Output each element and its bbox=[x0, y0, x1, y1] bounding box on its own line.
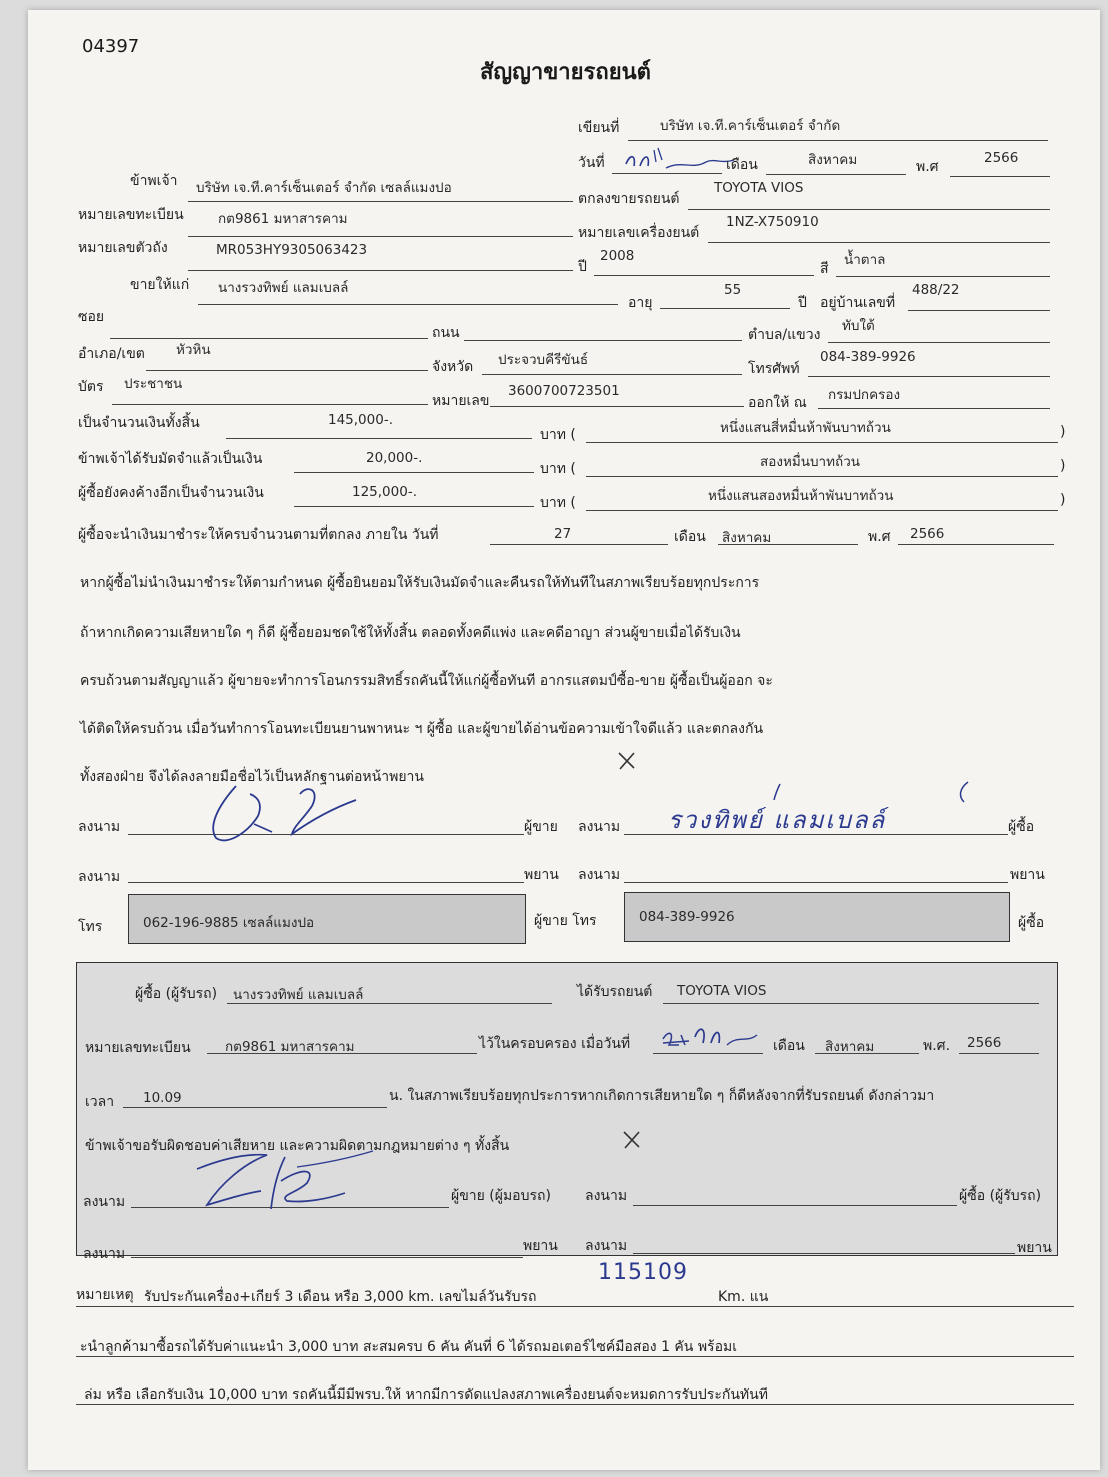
id-card-label: บัตร bbox=[78, 379, 104, 395]
deposit-value: 20,000-. bbox=[366, 450, 423, 466]
witness2-sign-label: ลงนาม bbox=[578, 867, 621, 883]
date-month-value: สิงหาคม bbox=[808, 152, 858, 168]
subdistrict-value: ทับใต้ bbox=[842, 318, 875, 334]
receipt-reg-label: หมายเลขทะเบียน bbox=[85, 1040, 191, 1056]
remarks-line-3: ล่ม หรือ เลือกรับเงิน 10,000 บาท รถคันนี้มีมีพรบ.ให้ หากมีการดัดแปลงสภาพเครื่องยนต์จะหมดการรับประกันทันที bbox=[84, 1387, 768, 1403]
witness1-role: พยาน bbox=[524, 867, 559, 883]
receipt-seller-signature bbox=[177, 1143, 377, 1221]
receipt-time-text: น. ในสภาพเรียบร้อยทุกประการหากเกิดการเสียหายใด ๆ ก็ดีหลังจากที่รับรถยนต์ ดังกล่าวมา bbox=[389, 1088, 935, 1104]
province-value: ประจวบคีรีขันธ์ bbox=[498, 352, 589, 368]
receipt-witness2-role: พยาน bbox=[1017, 1240, 1052, 1256]
date-year-value: 2566 bbox=[984, 150, 1019, 166]
terms-line-4: ได้ติดให้ครบถ้วน เมื่อวันทำการโอนทะเบียนยานพาหนะ ฯ ผู้ซื้อ และผู้ขายได้อ่านข้อความเข้าใจดีแล้ว และตกลงกัน bbox=[80, 721, 764, 737]
receipt-buyer-sign-label: ลงนาม bbox=[585, 1188, 628, 1204]
total-close: ) bbox=[1060, 424, 1066, 440]
balance-close: ) bbox=[1060, 492, 1066, 508]
deposit-label: ข้าพเจ้าได้รับมัดจำแล้วเป็นเงิน bbox=[78, 451, 263, 467]
chassis-no-label: หมายเลขตัวถัง bbox=[78, 240, 168, 256]
buyer-signature-tone-marks bbox=[768, 780, 978, 810]
receipt-reg-value: กต9861 มหาสารคาม bbox=[225, 1039, 355, 1055]
id-number-label: หมายเลข bbox=[432, 393, 490, 409]
year-value: 2008 bbox=[600, 248, 635, 264]
remarks-mileage-handwritten: 115109 bbox=[598, 1260, 688, 1285]
date-year-label: พ.ศ bbox=[916, 159, 939, 175]
contract-page bbox=[28, 10, 1100, 1470]
date-day-label: วันที่ bbox=[578, 155, 605, 171]
buyer-tel-role: ผู้ซื้อ bbox=[1018, 915, 1045, 931]
receipt-buyer-value: นางรวงทิพย์ แลมเบลล์ bbox=[233, 987, 364, 1003]
total-in-words: หนึ่งแสนสี่หมื่นห้าพันบาทถ้วน bbox=[720, 420, 891, 436]
receipt-buyer-label: ผู้ซื้อ (ผู้รับรถ) bbox=[135, 986, 218, 1002]
terms-line-5: ทั้งสองฝ่าย จึงได้ลงลายมือชื่อไว้เป็นหลักฐานต่อหน้าพยาน bbox=[80, 769, 424, 785]
color-value: น้ำตาล bbox=[844, 252, 886, 268]
receipt-time-label: เวลา bbox=[85, 1094, 115, 1110]
written-at-label: เขียนที่ bbox=[578, 120, 620, 136]
buyer-value: นางรวงทิพย์ แลมเบลล์ bbox=[218, 280, 349, 296]
buyer-sign-label: ลงนาม bbox=[578, 819, 621, 835]
seller-tel-label: ผู้ขาย โทร bbox=[534, 913, 597, 929]
total-value: 145,000-. bbox=[328, 412, 393, 428]
remarks-line-1: รับประกันเครื่อง+เกียร์ 3 เดือน หรือ 3,000 km. เลขไมล์วันรับรถ bbox=[144, 1289, 537, 1305]
phone-label: โทรศัพท์ bbox=[748, 361, 800, 377]
document-number: 04397 bbox=[82, 36, 140, 57]
receipt-x-mark bbox=[621, 1129, 643, 1155]
due-year: 2566 bbox=[910, 526, 945, 542]
terms-line-3: ครบถ้วนตามสัญญาแล้ว ผู้ขายจะทำการโอนกรรมสิทธิ์รถคันนี้ให้แก่ผู้ซื้อทันที อากรแสตมป์ซื้อ-ขาย ผู้ซื้อเป็นผู้ออก จะ bbox=[80, 673, 773, 689]
id-number-value: 3600700723501 bbox=[508, 383, 620, 399]
seller-sign-role: ผู้ขาย bbox=[524, 819, 558, 835]
vehicle-receipt-section bbox=[76, 962, 1058, 1262]
witness2-role: พยาน bbox=[1010, 867, 1045, 883]
chassis-no-value: MR053HY9305063423 bbox=[216, 242, 368, 258]
receipt-possession-label: ไว้ในครอบครอง เมื่อวันที่ bbox=[479, 1036, 631, 1052]
registration-label: หมายเลขทะเบียน bbox=[78, 207, 184, 223]
due-month-label: เดือน bbox=[674, 529, 706, 545]
seller-label: ข้าพเจ้า bbox=[130, 173, 178, 189]
balance-in-words: หนึ่งแสนสองหมื่นห้าพันบาทถ้วน bbox=[708, 488, 894, 504]
district-label: อำเภอ/เขต bbox=[78, 346, 145, 362]
receipt-year-value: 2566 bbox=[967, 1035, 1002, 1051]
receipt-buyer-role: ผู้ซื้อ (ผู้รับรถ) bbox=[959, 1188, 1042, 1204]
buyer-label: ขายให้แก่ bbox=[130, 277, 190, 293]
receipt-day-handwritten bbox=[661, 1015, 771, 1055]
district-value: หัวหิน bbox=[176, 342, 211, 358]
terms-line-2: ถ้าหากเกิดความเสียหายใด ๆ ก็ดี ผู้ซื้อยอมชดใช้ให้ทั้งสิ้น ตลอดทั้งคดีแพ่ง และคดีอาญา ส่วนผู้ขายเมื่อได้รับเงิน bbox=[80, 625, 741, 641]
buyer-sign-role: ผู้ซื้อ bbox=[1008, 819, 1035, 835]
tel-label: โทร bbox=[78, 919, 103, 935]
color-label: สี bbox=[820, 261, 829, 277]
registration-value: กต9861 มหาสารคาม bbox=[218, 211, 348, 227]
date-day-handwritten bbox=[622, 140, 742, 178]
receipt-witness2-sign-label: ลงนาม bbox=[585, 1238, 628, 1254]
receipt-month-label: เดือน bbox=[773, 1038, 805, 1054]
remarks-line-2: ะนำลูกค้ามาซื้อรถได้รับค่าแนะนำ 3,000 บาท สะสมครบ 6 คัน คันที่ 6 ได้รถมอเตอร์ไซค์มือสอง 1 คัน พร้อมเ bbox=[80, 1339, 737, 1355]
phone-value: 084-389-9926 bbox=[820, 349, 916, 365]
subdistrict-label: ตำบล/แขวง bbox=[748, 327, 821, 343]
receipt-seller-role: ผู้ขาย (ผู้มอบรถ) bbox=[451, 1188, 551, 1204]
total-label: เป็นจำนวนเงินทั้งสิ้น bbox=[78, 415, 200, 431]
receipt-witness1-role: พยาน bbox=[523, 1238, 558, 1254]
date-month-label: เดือน bbox=[726, 157, 758, 173]
due-label: ผู้ซื้อจะนำเงินมาชำระให้ครบจำนวนตามที่ตกลง ภายใน วันที่ bbox=[78, 527, 439, 543]
receipt-liability-text: ข้าพเจ้าขอรับผิดชอบค่าเสียหาย และความผิดตามกฎหมายต่าง ๆ ทั้งสิ้น bbox=[85, 1138, 510, 1154]
receipt-witness1-label: ลงนาม bbox=[83, 1246, 126, 1262]
engine-no-label: หมายเลขเครื่องยนต์ bbox=[578, 225, 700, 241]
remarks-line-1-suffix: Km. แน bbox=[718, 1289, 769, 1305]
written-at-value: บริษัท เจ.ที.คาร์เซ็นเตอร์ จำกัด bbox=[660, 118, 841, 134]
due-month: สิงหาคม bbox=[722, 530, 772, 546]
due-year-label: พ.ศ bbox=[868, 529, 891, 545]
witness1-sign-label: ลงนาม bbox=[78, 869, 121, 885]
issued-by-value: กรมปกครอง bbox=[828, 387, 901, 403]
receipt-car-value: TOYOTA VIOS bbox=[677, 983, 767, 999]
age-value: 55 bbox=[724, 282, 742, 298]
total-baht-label: บาท ( bbox=[540, 427, 576, 443]
buyer-signature: รวงทิพย์ แลมเบลล์ bbox=[668, 806, 887, 834]
soi-label: ซอย bbox=[78, 309, 105, 325]
remarks-label: หมายเหตุ bbox=[76, 1287, 134, 1303]
deposit-in-words: สองหมื่นบาทถ้วน bbox=[760, 454, 860, 470]
seller-value: บริษัท เจ.ที.คาร์เซ็นเตอร์ จำกัด เซลล์แมงปอ bbox=[196, 180, 452, 196]
receipt-time-value: 10.09 bbox=[143, 1090, 182, 1106]
deposit-close: ) bbox=[1060, 458, 1066, 474]
buyer-phone: 084-389-9926 bbox=[639, 909, 735, 925]
balance-label: ผู้ซื้อยังคงค้างอีกเป็นจำนวนเงิน bbox=[78, 485, 264, 501]
deposit-baht-label: บาท ( bbox=[540, 461, 576, 477]
engine-no-value: 1NZ-X750910 bbox=[726, 214, 819, 230]
seller-signature bbox=[188, 776, 388, 850]
receipt-year-label: พ.ศ. bbox=[923, 1038, 951, 1054]
x-mark bbox=[616, 750, 638, 776]
seller-phone-box bbox=[128, 894, 526, 944]
terms-line-1: หากผู้ซื้อไม่นำเงินมาชำระให้ตามกำหนด ผู้ซื้อยินยอมให้รับเงินมัดจำและคืนรถให้ทันทีในสภาพเรียบร้อยทุกประการ bbox=[80, 575, 760, 591]
house-no-value: 488/22 bbox=[912, 282, 960, 298]
receipt-seller-sign-label: ลงนาม bbox=[83, 1194, 126, 1210]
house-no-label: อยู่บ้านเลขที่ bbox=[820, 295, 896, 311]
seller-sign-label: ลงนาม bbox=[78, 819, 121, 835]
balance-value: 125,000-. bbox=[352, 484, 417, 500]
age-label: อายุ bbox=[628, 295, 653, 311]
year-label: ปี bbox=[578, 259, 587, 275]
car-model-label: ตกลงขายรถยนต์ bbox=[578, 191, 680, 207]
receipt-car-label: ได้รับรถยนต์ bbox=[577, 984, 653, 1000]
issued-by-label: ออกให้ ณ bbox=[748, 395, 807, 411]
buyer-phone-box bbox=[624, 892, 1010, 942]
seller-phone: 062-196-9885 เซลล์แมงปอ bbox=[143, 915, 315, 931]
car-model-value: TOYOTA VIOS bbox=[714, 180, 804, 196]
road-label: ถนน bbox=[432, 325, 460, 341]
balance-baht-label: บาท ( bbox=[540, 495, 576, 511]
receipt-month-value: สิงหาคม bbox=[825, 1039, 875, 1055]
province-label: จังหวัด bbox=[432, 359, 474, 375]
handwritten-date bbox=[622, 140, 742, 174]
page-title: สัญญาขายรถยนต์ bbox=[480, 60, 651, 85]
age-unit: ปี bbox=[798, 295, 807, 311]
due-day: 27 bbox=[554, 526, 572, 542]
id-card-value: ประชาชน bbox=[124, 376, 183, 392]
